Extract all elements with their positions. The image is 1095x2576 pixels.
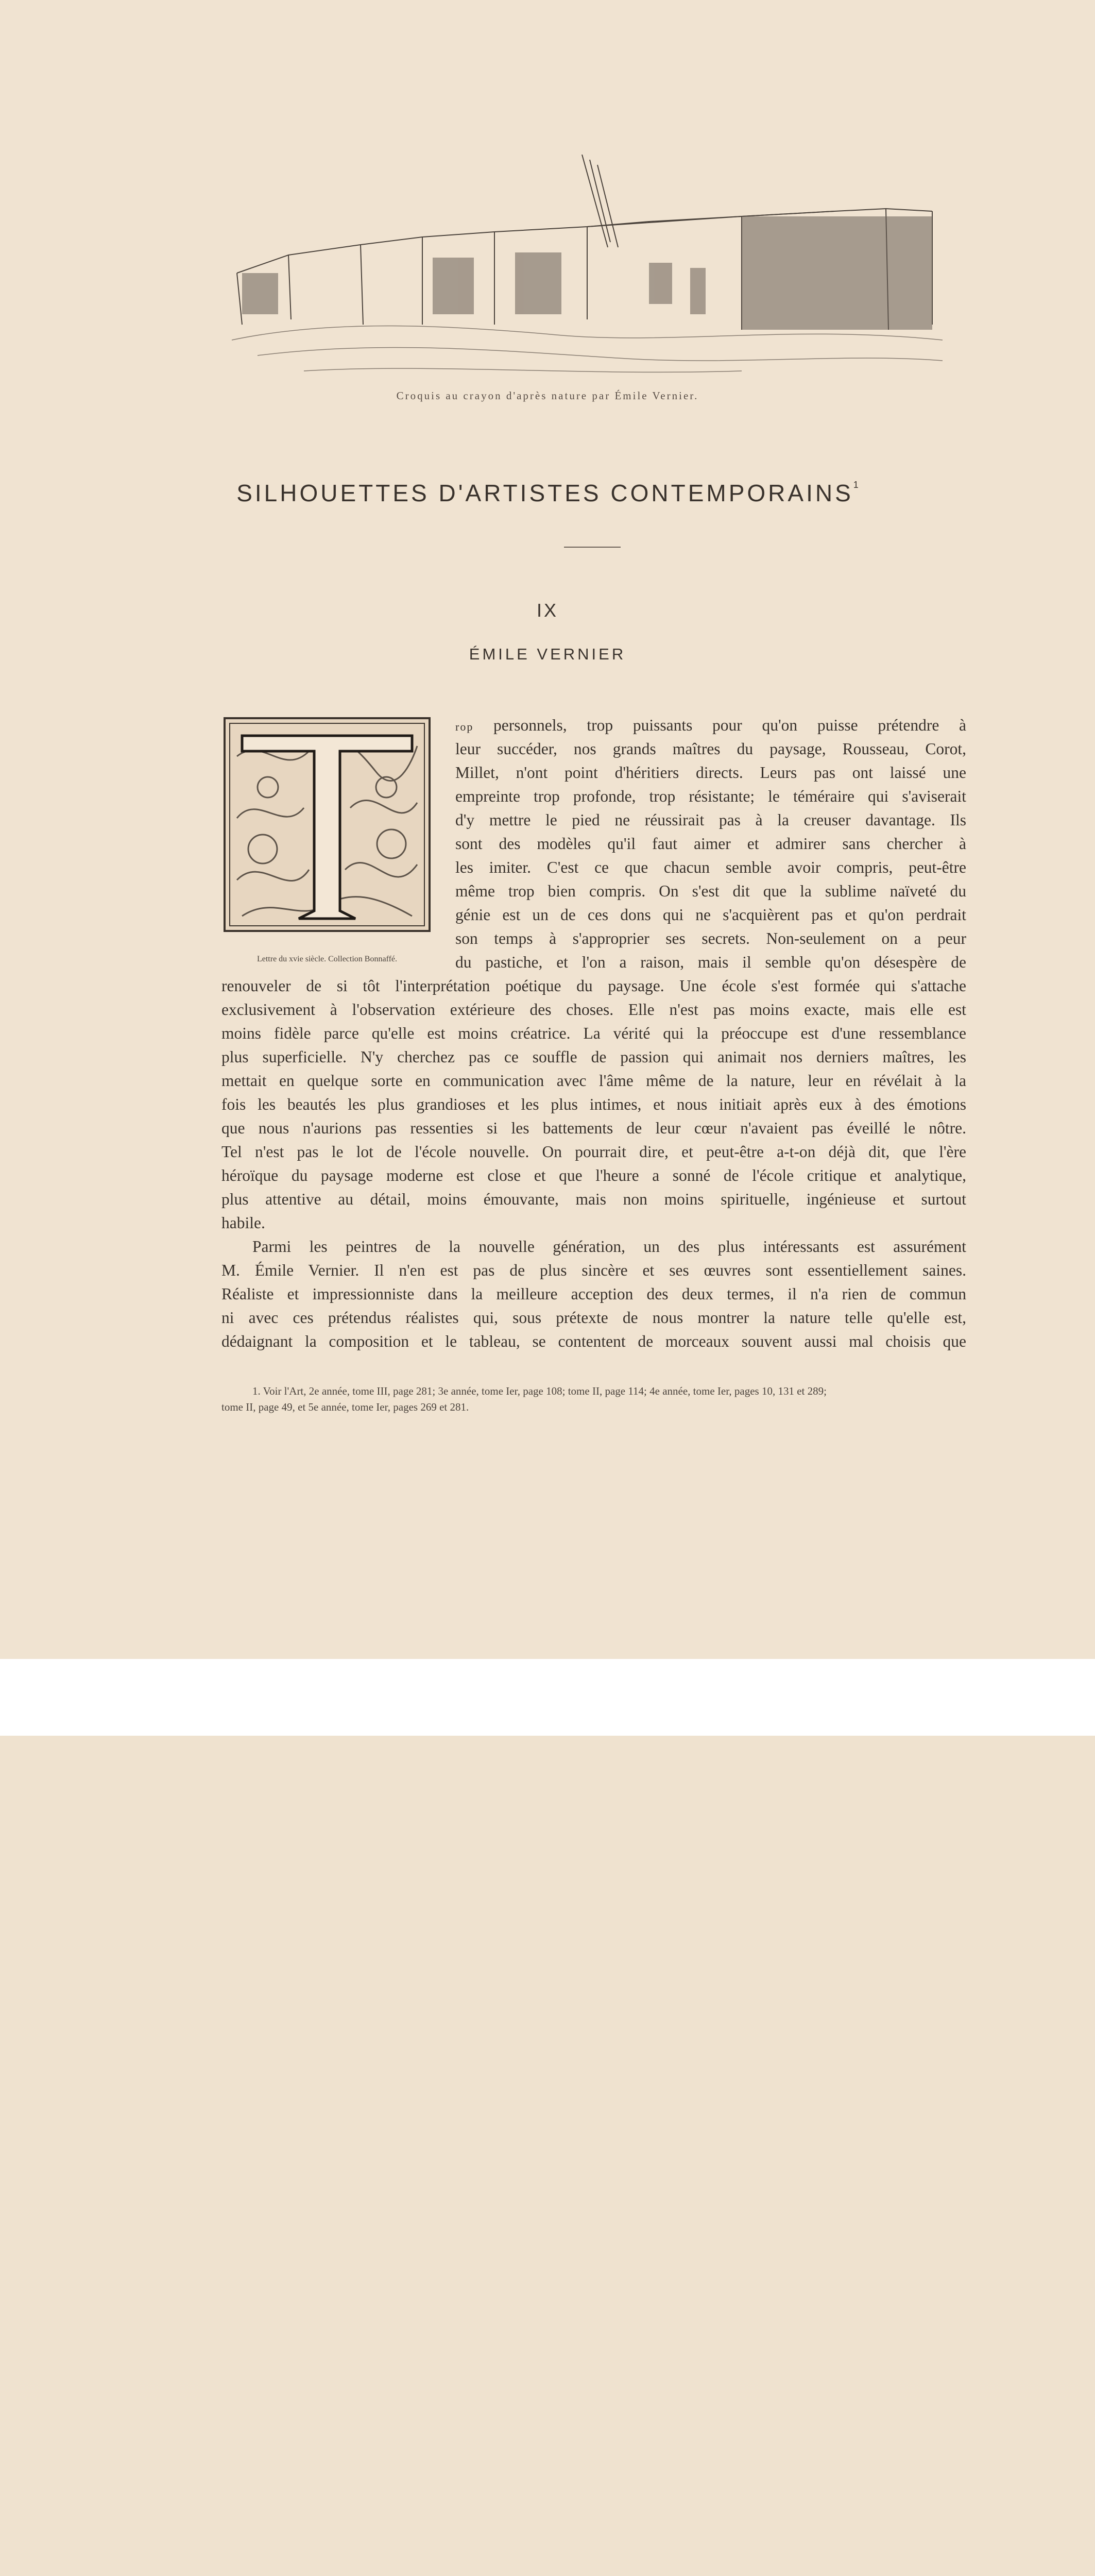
text-line: moins fidèle parce qu'elle est moins créatrice. La vérité qui la préoccupe est d'une ressemblance	[221, 1024, 966, 1042]
footnote-line: 1. Voir l'Art, 2e année, tome III, page 281; 3e année, tome Ier, page 108; tome II, page 114; 4e année, tome Ier, pages 10, 131 et 289;	[252, 1385, 827, 1397]
text-line: que nous n'aurions pas ressenties si les battements de leur cœur n'avaient pas éveillé le nôtre.	[221, 1119, 966, 1137]
article-title	[0, 479, 1095, 507]
text-line: les imiter. C'est ce que chacun semble avoir compris, peut-être	[455, 858, 966, 876]
opening-smallcaps: rop	[455, 720, 474, 733]
text-line: même trop bien compris. On s'est dit que la sublime naïveté du	[455, 882, 966, 900]
text-line: empreinte trop profonde, trop résistante; le téméraire qui s'aviserait	[455, 787, 966, 805]
text-line	[455, 714, 966, 737]
article-title-text: SILHOUETTES D'ARTISTES CONTEMPORAINS	[236, 480, 853, 506]
text-line: Parmi les peintres de la nouvelle génération, un des plus intéressants est assurément	[252, 1238, 966, 1256]
text-line: fois les beautés les plus grandioses et les plus intimes, et nous initiait après eux à des émotions	[221, 1095, 966, 1113]
text-line: mettait en quelque sorte en communication avec l'âme même de la nature, leur en révélait à la	[221, 1072, 966, 1090]
text-line: héroïque du paysage moderne est close et que l'heure a sonné de l'école critique et analytique,	[221, 1166, 966, 1184]
illustration-caption: Croquis au crayon d'après nature par Émile Vernier.	[396, 389, 699, 402]
title-footnote-marker: 1	[853, 480, 859, 490]
text-line: leur succéder, nos grands maîtres du paysage, Rousseau, Corot,	[455, 740, 966, 758]
section-number: IX	[536, 600, 558, 621]
digitization-footer	[0, 1659, 1095, 1736]
text-line: M. Émile Vernier. Il n'en est pas de plus sincère et ses œuvres sont essentiellement saines.	[221, 1261, 966, 1279]
text-line: plus attentive au détail, moins émouvante, mais non moins spirituelle, ingénieuse et surtout	[221, 1190, 966, 1208]
text-line: du pastiche, et l'on a raison, mais il semble qu'on désespère de	[455, 953, 966, 971]
artist-name-heading: ÉMILE VERNIER	[469, 645, 626, 663]
text-line: d'y mettre le pied ne réussirait pas à la creuser davantage. Ils	[455, 811, 966, 829]
text-line-content: personnels, trop puissants pour qu'on puisse prétendre à	[473, 716, 966, 734]
text-line: génie est un de ces dons qui ne s'acquièrent pas et qu'on perdrait	[455, 906, 966, 924]
text-line: habile.	[221, 1214, 265, 1232]
text-line: Millet, n'ont point d'héritiers directs. Leurs pas ont laissé une	[455, 764, 966, 782]
text-line: Tel n'est pas le lot de l'école nouvelle. On pourrait dire, et peut-être a-t-on déjà dit, que l'ère	[221, 1143, 966, 1161]
text-line: son temps à s'approprier ses secrets. Non-seulement on a peur	[455, 929, 966, 947]
text-line: dédaignant la composition et le tableau, se contentent de morceaux souvent aussi mal choisis que	[221, 1332, 966, 1350]
text-line: Réaliste et impressionniste dans la meilleure acception des deux termes, il n'a rien de commun	[221, 1285, 966, 1303]
text-line: renouveler de si tôt l'interprétation poétique du paysage. Une école s'est formée qui s'attache	[221, 977, 966, 995]
footnote-line: tome II, page 49, et 5e année, tome Ier, pages 269 et 281.	[221, 1401, 469, 1413]
text-line: plus superficielle. N'y cherchez pas ce souffle de passion qui animait nos derniers maîtres, les	[221, 1048, 966, 1066]
text-line: exclusivement à l'observation extérieure des choses. Elle n'est pas moins exacte, mais elle est	[221, 1001, 966, 1019]
village-sketch-illustration	[227, 155, 948, 386]
title-divider	[564, 547, 621, 548]
text-line: ni avec ces prétendus réalistes qui, sous prétexte de nous montrer la nature telle qu'elle est,	[221, 1309, 966, 1327]
decorative-initial-letter-t	[221, 715, 433, 934]
text-line: sont des modèles qu'il faut aimer et admirer sans chercher à	[455, 835, 966, 853]
drop-cap-caption: Lettre du xvie siècle. Collection Bonnaffé.	[256, 955, 398, 963]
